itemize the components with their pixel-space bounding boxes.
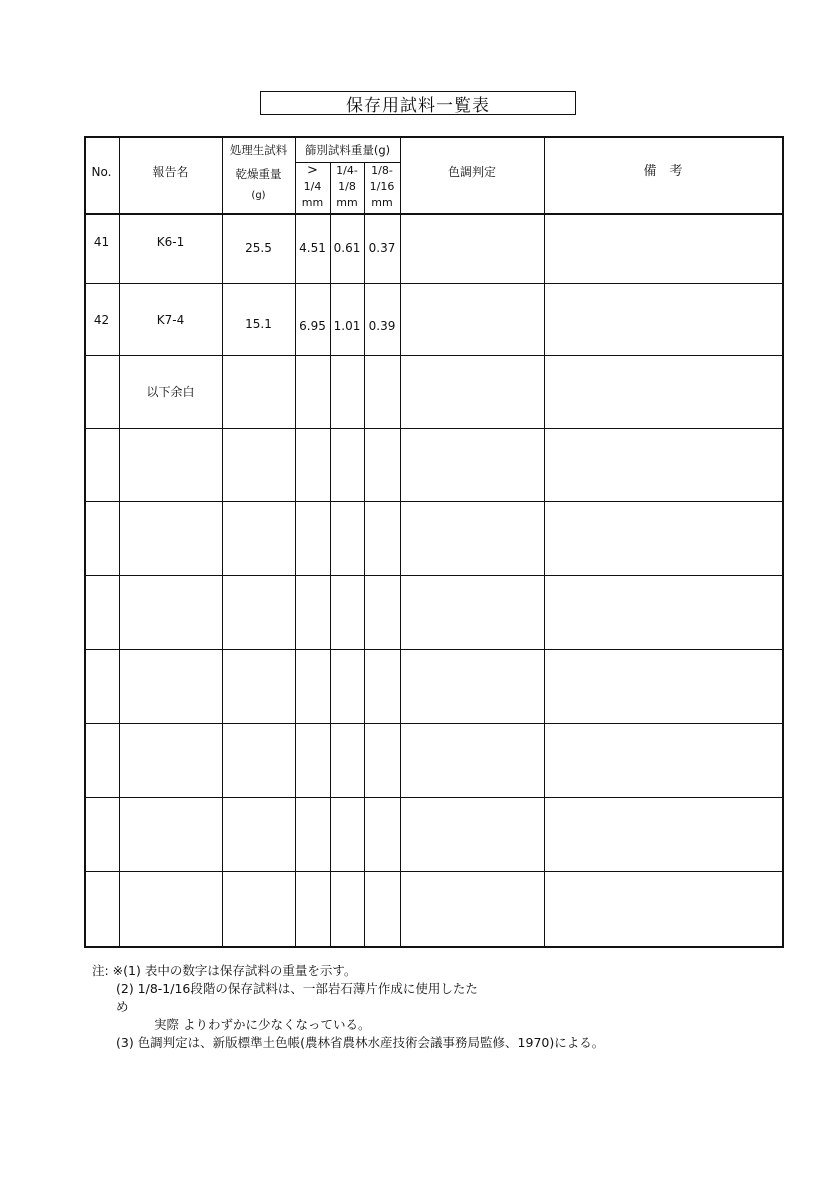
page-title: [260, 91, 576, 115]
header-divider: [84, 213, 784, 215]
table-row-no: 41: [93, 234, 110, 249]
row-divider: [84, 575, 784, 576]
table-border-bottom: [84, 946, 784, 948]
table-row-sieve2: [330, 380, 364, 404]
row-divider: [84, 355, 784, 356]
table-row-sieve1: 4.51: [299, 240, 326, 255]
column-divider: [544, 136, 545, 948]
header-sieve3-c: mm: [371, 196, 393, 210]
footnote-2: (2) 1/8-1/16段階の保存試料は、一部岩石薄片作成に使用したた: [116, 981, 478, 996]
header-treated-mid: 乾燥重量: [235, 166, 282, 181]
footnotes: [92, 962, 772, 1052]
column-divider: [400, 136, 401, 948]
footnote-3: (3) 色調判定は、新版標準土色帳(農林省農林水産技術会議事務局監修、1970)による。: [116, 1035, 605, 1050]
row-divider: [84, 428, 784, 429]
header-treated-top: 処理生試料: [229, 142, 288, 157]
row-divider: [84, 501, 784, 502]
table-row-dry-weight: 15.1: [245, 316, 272, 331]
table-row-sieve2: 0.61: [333, 240, 361, 255]
header-treated-unit: (g): [251, 189, 266, 201]
row-divider: [84, 871, 784, 872]
header-remarks: 備 考: [643, 163, 683, 179]
column-divider: [364, 162, 365, 948]
row-divider: [84, 649, 784, 650]
table-row-sieve1: [295, 380, 330, 404]
table-border-right: [782, 136, 784, 948]
table-row-dry-weight: 25.5: [245, 240, 272, 255]
table-row-no: [84, 380, 119, 404]
table-row-dry-weight: [222, 380, 295, 404]
row-divider: [84, 283, 784, 284]
header-color: 色調判定: [447, 164, 496, 179]
footnote-2-cont: 実際 よりわずかに少なくなっている。: [154, 1017, 371, 1032]
footnote-1: 注: ※(1) 表中の数字は保存試料の重量を示す。: [92, 963, 357, 978]
header-report: 報告名: [152, 164, 189, 179]
header-sieve1-c: mm: [301, 196, 324, 210]
header-sieve-group: 篩別試料重量(g): [304, 142, 391, 157]
header-sieve2-c: mm: [336, 196, 358, 210]
column-divider: [119, 136, 120, 948]
table-row-report: 以下余白: [146, 384, 195, 399]
header-sieve1-b: 1/4: [303, 180, 322, 194]
sample-table: [84, 136, 784, 948]
header-sieve2-b: 1/8: [338, 180, 356, 194]
table-border-left: [84, 136, 86, 948]
footnote-2-cont: め: [116, 999, 129, 1014]
header-sieve3-b: 1/16: [369, 180, 395, 194]
table-row-report: K7-4: [156, 312, 185, 327]
table-row-sieve1: 6.95: [299, 318, 326, 333]
header-sieve2-a: 1/4-: [336, 164, 358, 178]
column-divider: [330, 162, 331, 948]
table-row-no: 42: [93, 312, 110, 327]
header-no: No.: [91, 164, 112, 179]
header-sieve1-a: >: [307, 162, 318, 178]
row-divider: [84, 797, 784, 798]
table-row-sieve2: 1.01: [333, 318, 361, 333]
table-row-sieve3: [364, 380, 400, 404]
table-row-report: K6-1: [156, 234, 185, 249]
table-row-sieve3: 0.39: [368, 318, 396, 333]
table-border-top: [84, 136, 784, 138]
header-sieve3-a: 1/8-: [371, 164, 393, 178]
table-row-sieve3: 0.37: [368, 240, 396, 255]
row-divider: [84, 723, 784, 724]
page-title-text: 保存用試料一覧表: [346, 95, 490, 116]
